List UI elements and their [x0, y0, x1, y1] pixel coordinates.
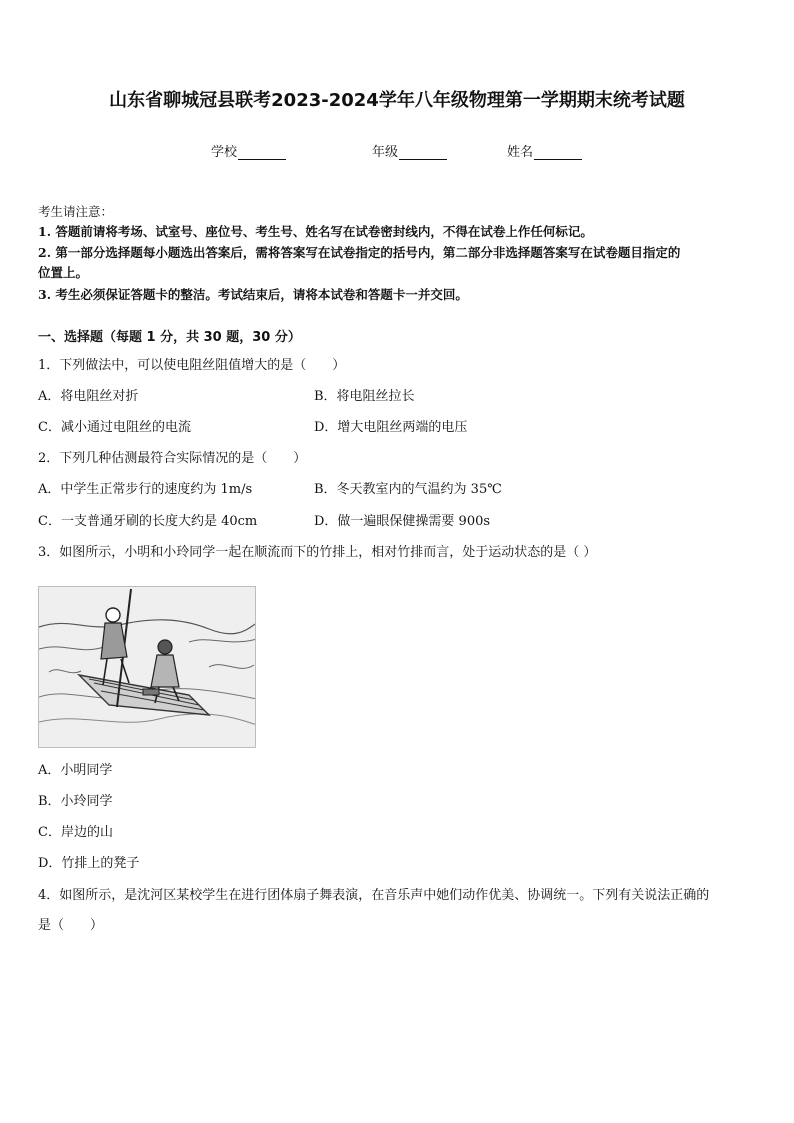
notice-text: 位置上。	[38, 265, 89, 280]
option-a[interactable]: A．中学生正常步行的速度约为 1m/s	[38, 482, 253, 497]
option-b[interactable]: B．冬天教室内的气温约为 35℃	[314, 482, 502, 497]
notice-num: 2.	[38, 245, 52, 260]
question-stem: 1．下列做法中，可以使电阻丝阻值增大的是（ ）	[38, 358, 346, 373]
raft-illustration	[38, 586, 256, 748]
question-stem: 4．如图所示，是沈河区某校学生在进行团体扇子舞表演，在音乐声中她们动作优美、协调统一。下列有关说法正确的	[38, 888, 710, 903]
grade-blank[interactable]	[399, 147, 447, 160]
notice-num: 3.	[38, 287, 52, 302]
notice-text: 答题前请将考场、试室号、座位号、考生号、姓名写在试卷密封线内，不得在试卷上作任何标记。	[51, 224, 593, 239]
student-info-row	[0, 141, 794, 161]
option-d[interactable]: D．增大电阻丝两端的电压	[314, 420, 468, 435]
option-c[interactable]: C．岸边的山	[38, 825, 113, 840]
raft-drawing	[39, 587, 256, 748]
name-field[interactable]	[507, 141, 582, 160]
page-title: 山东省聊城冠县联考2023-2024学年八年级物理第一学期期末统考试题	[109, 90, 685, 111]
option-d[interactable]: D．做一遍眼保健操需要 900s	[314, 514, 491, 529]
notice-item	[38, 222, 758, 242]
option-a[interactable]: A．将电阻丝对折	[38, 389, 139, 404]
name-blank[interactable]	[534, 147, 582, 160]
section-heading: 一、选择题（每题 1 分，共 30 题，30 分）	[38, 330, 301, 345]
grade-label: 年级	[372, 145, 399, 160]
option-a[interactable]: A．小明同学	[38, 763, 113, 778]
notice-num: 1.	[38, 224, 52, 239]
question-stem: 3．如图所示，小明和小玲同学一起在顺流而下的竹排上，相对竹排而言，处于运动状态的是（ ）	[38, 545, 597, 560]
notice-text: 考生必须保证答题卡的整洁。考试结束后，请将本试卷和答题卡一并交回。	[51, 287, 468, 302]
question-stem: 2．下列几种估测最符合实际情况的是（ ）	[38, 451, 307, 466]
option-b[interactable]: B．将电阻丝拉长	[314, 389, 415, 404]
grade-field[interactable]	[372, 141, 447, 160]
school-blank[interactable]	[238, 147, 286, 160]
notice-item	[38, 263, 758, 283]
option-d[interactable]: D．竹排上的凳子	[38, 856, 140, 871]
option-c[interactable]: C．一支普通牙刷的长度大约是 40cm	[38, 514, 258, 529]
question-stem-continued: 是（ ）	[38, 918, 104, 933]
notice-text: 第一部分选择题每小题选出答案后，需将答案写在试卷指定的括号内，第二部分非选择题答案写在试卷题目指定的	[51, 245, 681, 260]
notice-item	[38, 243, 758, 263]
option-b[interactable]: B．小玲同学	[38, 794, 113, 809]
notice-item	[38, 285, 758, 305]
school-label: 学校	[211, 145, 238, 160]
option-c[interactable]: C．减小通过电阻丝的电流	[38, 420, 191, 435]
notice-heading: 考生请注意：	[38, 204, 114, 219]
school-field[interactable]	[211, 141, 286, 160]
name-label: 姓名	[507, 145, 534, 160]
